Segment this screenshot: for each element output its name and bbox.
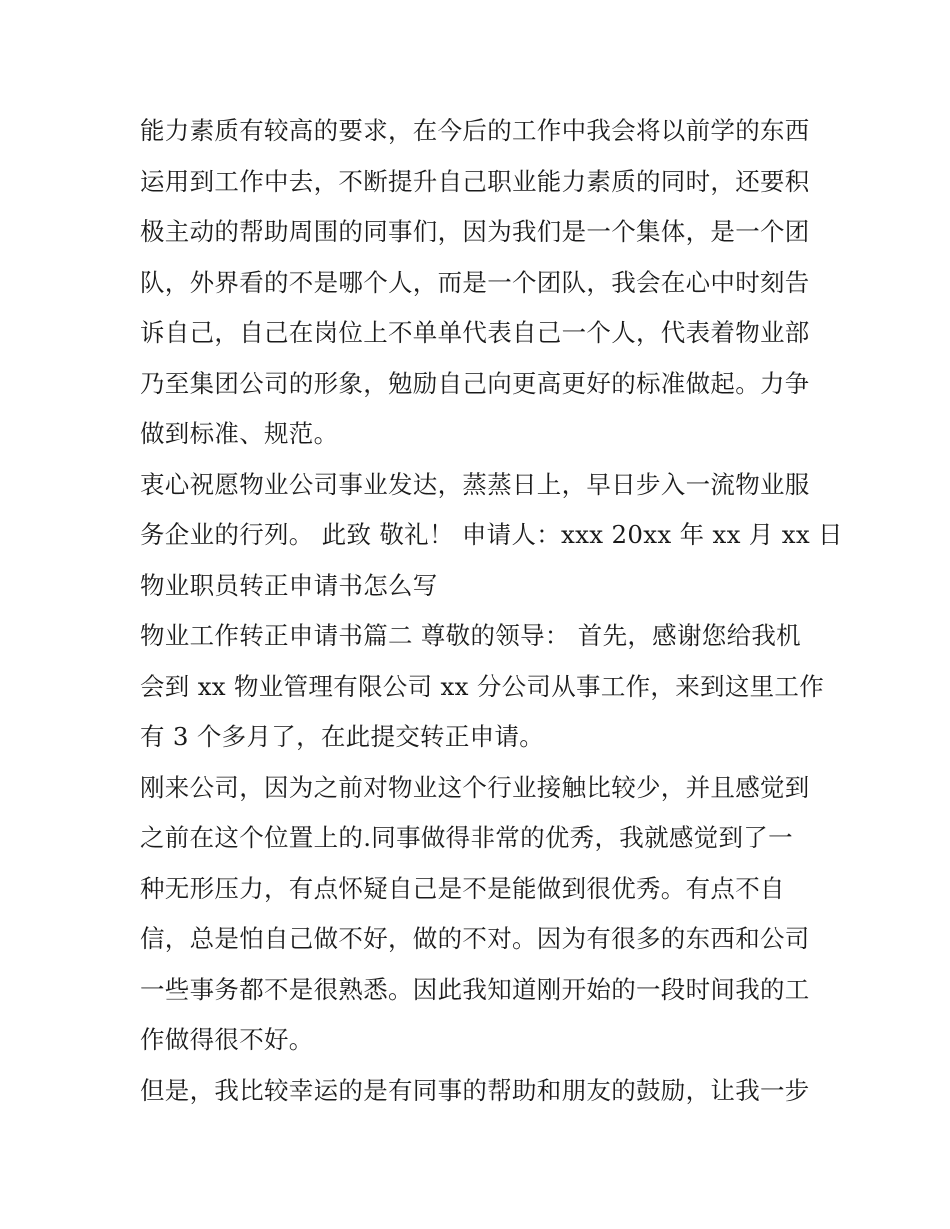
text-line: 能力素质有较高的要求，在今后的工作中我会将以前学的东西 xyxy=(140,116,810,145)
section-heading: 物业职员转正申请书怎么写 xyxy=(140,570,438,600)
text-line: 作做得很不好。 xyxy=(140,1025,314,1054)
text-line: 衷心祝愿物业公司事业发达，蒸蒸日上，早日步入一流物业服 xyxy=(140,469,810,499)
text-line: 极主动的帮助周围的同事们，因为我们是一个集体，是一个团 xyxy=(140,217,810,246)
text-line: 务企业的行列。 此致 敬礼！ 申请人：xxx 20xx 年 xx 月 xx 日 xyxy=(140,520,843,549)
text-line: 刚来公司，因为之前对物业这个行业接触比较少，并且感觉到 xyxy=(140,772,810,802)
text-line: 之前在这个位置上的.同事做得非常的优秀，我就感觉到了一 xyxy=(140,823,793,852)
text-line: 有 3 个多月了，在此提交转正申请。 xyxy=(140,722,545,751)
text-line: 但是，我比较幸运的是有同事的帮助和朋友的鼓励，让我一步 xyxy=(140,1075,810,1105)
text-line: 队，外界看的不是哪个人，而是一个团队，我会在心中时刻告 xyxy=(140,267,810,297)
text-line: 乃至集团公司的形象，勉励自己向更高更好的标准做起。力争 xyxy=(140,368,810,398)
document-body xyxy=(140,106,843,1116)
text-line: 信，总是怕自己做不好，做的不对。因为有很多的东西和公司 xyxy=(140,924,810,953)
text-line: 物业工作转正申请书篇二 尊敬的领导： 首先，感谢您给我机 xyxy=(140,621,801,650)
text-line: 种无形压力，有点怀疑自己是不是能做到很优秀。有点不自 xyxy=(140,873,785,903)
text-line: 会到 xx 物业管理有限公司 xx 分公司从事工作，来到这里工作 xyxy=(140,671,825,701)
text-line: 一些事务都不是很熟悉。因此我知道刚开始的一段时间我的工 xyxy=(140,974,810,1004)
text-line: 诉自己，自己在岗位上不单单代表自己一个人，代表着物业部 xyxy=(140,318,810,347)
text-line: 运用到工作中去，不断提升自己职业能力素质的同时，还要积 xyxy=(140,166,810,196)
text-line: 做到标准、规范。 xyxy=(140,419,339,448)
